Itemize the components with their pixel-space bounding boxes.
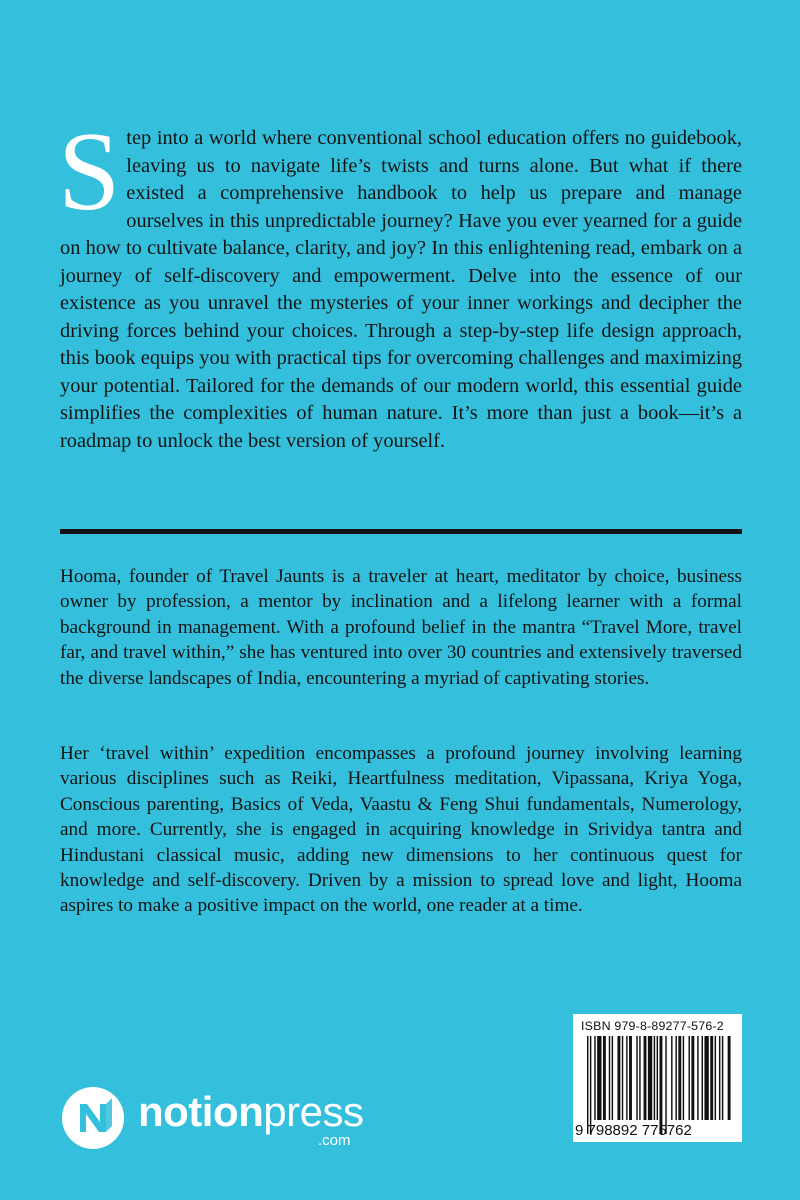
barcode-bar [590,1036,591,1134]
barcode-bar [603,1036,606,1120]
publisher-logo [60,1085,380,1157]
barcode-bar [675,1036,676,1120]
barcode-bar [654,1036,655,1120]
barcode-bar [678,1036,681,1120]
back-cover-blurb [58,110,742,455]
barcode-bar [597,1036,601,1120]
barcode-bar [689,1036,690,1120]
barcode-bar [660,1036,663,1134]
barcode-bar [639,1036,640,1120]
barcode-bar [710,1036,713,1120]
isbn-barcode [573,1014,742,1142]
section-divider [60,529,742,534]
barcode-bar [612,1036,613,1120]
author-bio-paragraph-2: Her ‘travel within’ expedition encompasses a profound journey involving learning various disciplines such as Reiki, Heartfulness meditation, Vipassana, Kriya Yoga, Conscious parenting, Basics of Veda, Vaastu & Feng Shui fundamentals, Numerology, and more. Currently, she is engaged in acquiring knowledge in Srividya tantra and Hindustani classical music, adding new dimensions to her continuous quest for knowledge and self-discovery. Driven by a mission to spread love and light, Hooma aspires to make a positive impact on the world, one reader at a time. [60,743,742,917]
notionpress-logo-icon [60,1085,126,1151]
barcode-bar [665,1036,666,1134]
barcode-bar [702,1036,703,1120]
barcode-bar [728,1036,731,1120]
barcode-bar [617,1036,620,1120]
barcode-bar [657,1036,658,1120]
barcode-bar [671,1036,672,1120]
publisher-name-bold: notion [138,1088,264,1135]
barcode-bar [629,1036,632,1120]
barcode-digits: 9 798892 775762 [575,1122,692,1139]
barcode-bar [704,1036,708,1120]
barcode-bar [697,1036,698,1120]
barcode-bar [683,1036,684,1120]
publisher-name-regular: press [263,1088,364,1135]
publisher-name [138,1088,364,1135]
barcode-bar [648,1036,652,1120]
isbn-label: ISBN 979-8-89277-576-2 [581,1019,724,1033]
blurb-text: tep into a world where conventional school education offers no guidebook, leaving us to navigate life’s twists and turns alone. But what if there existed a comprehensive handbook to help us prepare and manage ourselves in this unpredictable journey? Have you ever yearned for a guide on how to cultivate balance, clarity, and joy? In this enlightening read, embark on a journey of self-discovery and empowerment. Delve into the essence of our existence as you unravel the mysteries of your inner workings and decipher the driving forces behind your choices. Through a step-by-step life design approach, this book equips you with practical tips for overcoming challenges and maximizing your potential. Tailored for the demands of our modern world, this essential guide simplifies the complexities of human nature. It’s more than just a book—it’s a roadmap to unlock the best version of yourself. [60,127,742,452]
publisher-domain: .com [318,1132,351,1149]
barcode-bar [622,1036,623,1120]
author-bio-paragraph-1: Hooma, founder of Travel Jaunts is a traveler at heart, meditator by choice, business owner by profession, a mentor by inclination and a lifelong learner with a formal background in management. With a profound belief in the mantra “Travel More, travel far, and travel within,” she has ventured into over 30 countries and extensively traversed the diverse landscapes of India, encountering a myriad of captivating stories. [60,566,742,689]
drop-cap: S [58,110,121,234]
barcode-bar [626,1036,627,1120]
barcode-bar [722,1036,723,1120]
barcode-bar [594,1036,595,1120]
barcode-bar [636,1036,637,1120]
barcode-bar [587,1036,588,1134]
barcode-bar [719,1036,720,1120]
barcode-bar [644,1036,647,1120]
barcode-bar [609,1036,610,1120]
barcode-bar [715,1036,716,1120]
barcode-bar [691,1036,694,1120]
